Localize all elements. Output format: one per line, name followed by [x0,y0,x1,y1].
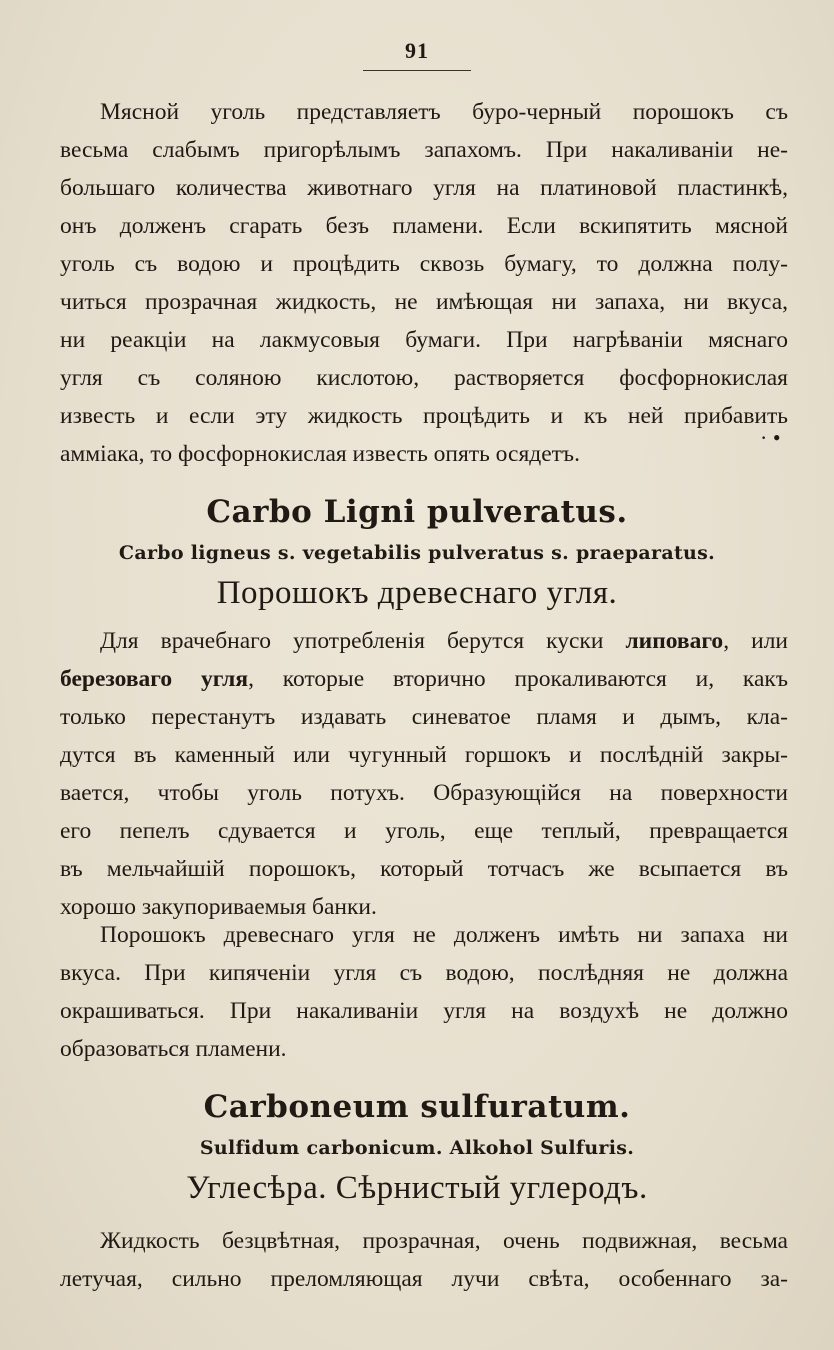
text-line: весьма слабымъ пригорѣлымъ запахомъ. При накаливанiи не- [60,137,788,163]
text-line: Порошокъ древеснаго угля не долженъ имѣть ни запаха ни [100,922,788,948]
text-line: ни реакцiи на лакмусовыя бумаги. При нагрѣванiи мяснаго [60,327,788,353]
section-russian-title-carbo-ligni: Порошокъ древеснаго угля. [216,575,618,611]
text-line [100,622,788,660]
text-line: онъ долженъ сгарать безъ пламени. Если вскипятить мясной [60,213,788,239]
text-line: вается, чтобы уголь потухъ. Образующiйся на поверхности [60,780,788,806]
text-line: Мясной уголь представляетъ буро-черный порошокъ съ [100,99,788,125]
text-line: окрашиваться. При накаливанiи угля на воздухѣ не должно [60,998,788,1024]
text-segment: Для врачебнаго употребленія берутся куски [100,628,626,654]
section-title-carbo-ligni: Carbo Ligni pulveratus. [206,494,628,530]
text-line: угля съ соляною кислотою, растворяется фосфорнокислая [60,365,788,391]
page-number: 91 [363,38,471,71]
section-subtitle-carboneum: Sulfidum carbonicum. Alkohol Sulfuris. [199,1137,635,1159]
text-line: дутся въ каменный или чугунный горшокъ и послѣднiй закры- [60,742,788,768]
page-header [0,38,834,71]
text-line: Жидкость безцвѣтная, прозрачная, очень подвижная, весьма [100,1228,788,1254]
text-line: образоваться пламени. [60,1036,287,1062]
section-subtitle-carbo-ligni: Carbo ligneus s. vegetabilis pulveratus s. praeparatus. [118,542,716,564]
text-line: уголь съ водою и процѣдить сквозь бумагу, то должна полу- [60,251,788,277]
text-line: амміака, то фосфорнокислая известь опять осядетъ. [60,441,580,467]
text-line: читься прозрачная жидкость, не имѣющая ни запаха, ни вкуса, [60,289,788,315]
text-line: хорошо закупориваемыя банки. [60,894,377,920]
text-line [60,660,788,698]
section-russian-title-carboneum: Углесѣра. Сѣрнистый углеродъ. [186,1170,648,1206]
text-segment: , или [723,628,788,654]
paragraph-carbon-disulfide [60,1222,788,1298]
section-title-carboneum: Carboneum sulfuratum. [203,1089,631,1125]
paragraph-animal-charcoal [60,93,788,473]
text-segment: , которые вторично прокаливаются и, какъ [248,666,788,692]
bold-term-birch: березоваго угля [60,666,249,692]
text-line: вкуса. При кипяченiи угля съ водою, послѣдняя не должна [60,960,788,986]
paragraph-properties [60,916,788,1068]
text-line: только перестанутъ издавать синеватое пламя и дымъ, кла- [60,704,788,730]
text-line: его пепелъ сдувается и уголь, еще теплый, превращается [60,818,788,844]
bold-term-linden: липоваго [625,628,724,654]
paragraph-preparation [60,622,788,926]
text-line: большаго количества животнаго угля на платиновой пластинкѣ, [60,175,788,201]
text-line: известь и если эту жидкость процѣдить и къ ней прибавить [60,403,788,429]
print-speck: · • [760,425,781,450]
text-line: летучая, сильно преломляющая лучи свѣта, особеннаго за- [60,1266,788,1292]
text-line: въ мельчайшiй порошокъ, который тотчасъ же всыпается въ [60,856,788,882]
